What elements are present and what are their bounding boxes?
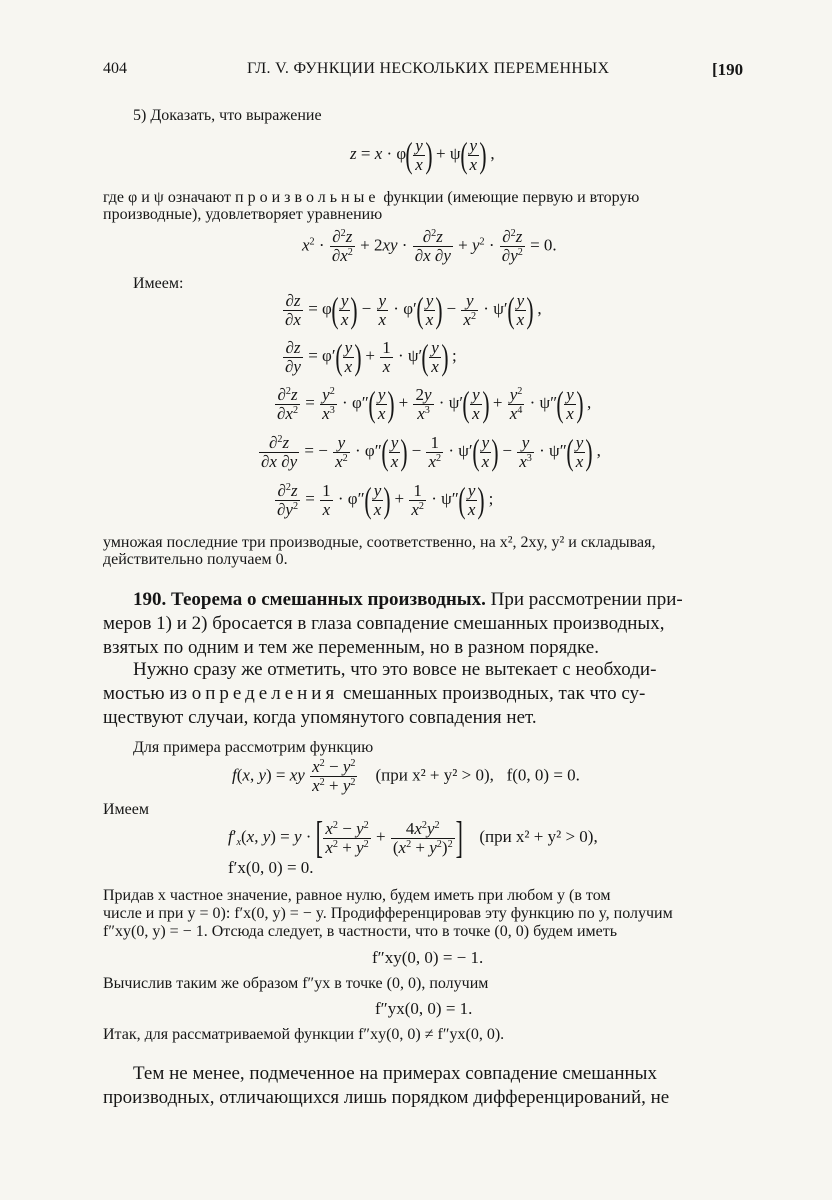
condition-positive-2: (при x² + y² > 0), <box>479 826 598 846</box>
paragraph-1-line-2: меров 1) и 2) бросается в глаза совпадение смешанных производных, <box>103 613 665 634</box>
text2-line: Вычислив таким же образом f″yx в точке (0, 0), получим <box>103 975 489 992</box>
condition-positive: (при x² + y² > 0), <box>375 765 494 785</box>
formula-z: z = x · φ( $\frac{y}{x}$ ) + ψ( $\frac{y}{x}$ ) , <box>350 135 495 175</box>
formula-d2z-dx2: $\frac{\partial^2z}{\partial x^2}$ = $\frac{y^2}{x^3}$ · φ″( $\frac{y}{x}$ ) + $\frac{2y}{x^3}$ · ψ′( $\frac{y}{x}$ ) + $\frac{y^2}{x^4}$ · ψ″( $\frac{y}{x}$ ) , <box>277 384 592 424</box>
chapter-title: ГЛ. V. ФУНКЦИИ НЕСКОЛЬКИХ ПЕРЕМЕННЫХ <box>247 60 610 77</box>
section-title-line: 190. Теорема о смешанных производных. При рассмотрении при- <box>133 589 683 610</box>
paragraph-2-line-2: мостью из определения смешанных производных, так что су- <box>103 683 646 704</box>
text1-line-2: числе и при y = 0): f′x(0, y) = − y. Продифференцировав эту функцию по y, получим <box>103 905 673 922</box>
equation-fxy: f″xy(0, 0) = − 1. <box>372 948 484 967</box>
conclusion-line-1: умножая последние три производные, соответственно, на x², 2xy, y² и складывая, <box>103 534 656 551</box>
have-label: Имеем: <box>133 275 184 292</box>
f-at-origin: f(0, 0) = 0. <box>506 765 580 785</box>
paragraph-2-line-3: ществуют случаи, когда упомянутого совпадения нет. <box>103 707 537 728</box>
text1-line-1: Придав x частное значение, равное нулю, будем иметь при любом y (в том <box>103 887 611 904</box>
text1-line-3: f″xy(0, y) = − 1. Отсюда следует, в частности, что в точке (0, 0) будем иметь <box>103 923 618 940</box>
formula-equation: $x^2$ · $\frac{\partial^2z}{\partial x^2}$ + 2xy · $\frac{\partial^2z}{\partial x \partial y}$ + $y^2$ · $\frac{\partial^2z}{\partial y^2}$ = 0. <box>302 227 557 265</box>
text3-line: Итак, для рассматриваемой функции f″xy(0, 0) ≠ f″yx(0, 0). <box>103 1026 505 1043</box>
have-label-190: Имеем <box>103 801 150 818</box>
example-intro: 5) Доказать, что выражение <box>133 107 322 124</box>
formula-dz-dy: $\frac{\partial z}{\partial y}$ = φ′( $\frac{y}{x}$ ) + $\frac{1}{x}$ · ψ′( $\frac{y}{x}$ ) ; <box>285 337 457 377</box>
where-line: где φ и ψ означают произвольные функции (имеющие первую и вторую <box>103 189 640 206</box>
formula-d2z-dxdy: $\frac{\partial^2z}{\partial x \partial y}$ = − $\frac{y}{x^2}$ · φ″( $\frac{y}{x}$ ) − $\frac{1}{x^2}$ · ψ′( $\frac{y}{x}$ ) − $\frac{y}{x^3}$ · ψ″( $\frac{y}{x}$ ) , <box>261 432 601 472</box>
page-number: 404 <box>103 60 127 77</box>
paragraph-3-line-1: Тем не менее, подмеченное на примерах совпадение смешанных <box>133 1063 657 1084</box>
example-intro-190: Для примера рассмотрим функцию <box>133 739 374 756</box>
formula-fx-partial: $f'_x(x$, y) = y · [ $\frac{x^2 - y^2}{x^2 + y^2}$ + $\frac{4x^2y^2}{(x^2 + y^2)^2}$ ] (при x² + y² > 0), <box>228 813 598 862</box>
formula-d2z-dy2: $\frac{\partial^2z}{\partial y^2}$ = $\frac{1}{x}$ · φ″( $\frac{y}{x}$ ) + $\frac{1}{x^2}$ · ψ″( $\frac{y}{x}$ ) ; <box>277 480 494 520</box>
paragraph-3-line-2: производных, отличающихся лишь порядком дифференцирований, не <box>103 1087 670 1108</box>
equation-fyx: f″yx(0, 0) = 1. <box>375 999 473 1018</box>
section-number: [190 <box>712 60 744 79</box>
paragraph-1-line-3: взятых по одним и тем же переменным, но в разном порядке. <box>103 637 599 658</box>
conclusion-line-2: действительно получаем 0. <box>103 551 288 568</box>
formula-fx-origin: f′x(0, 0) = 0. <box>228 858 314 877</box>
paragraph-2-line-1: Нужно сразу же отметить, что это вовсе не вытекает с необходи- <box>133 659 657 680</box>
formula-dz-dx: $\frac{\partial z}{\partial x}$ = φ( $\frac{y}{x}$ ) − $\frac{y}{x}$ · φ′( $\frac{y}{x}$ ) − $\frac{y}{x^2}$ · ψ′( $\frac{y}{x}$ ) , <box>285 290 542 330</box>
where-line-2: производные), удовлетворяет уравнению <box>103 206 383 223</box>
formula-f-definition: f(x, y) = xy $\frac{x^2 - y^2}{x^2 + y^2}$ (при x² + y² > 0), f(0, 0) = 0. <box>232 757 580 795</box>
